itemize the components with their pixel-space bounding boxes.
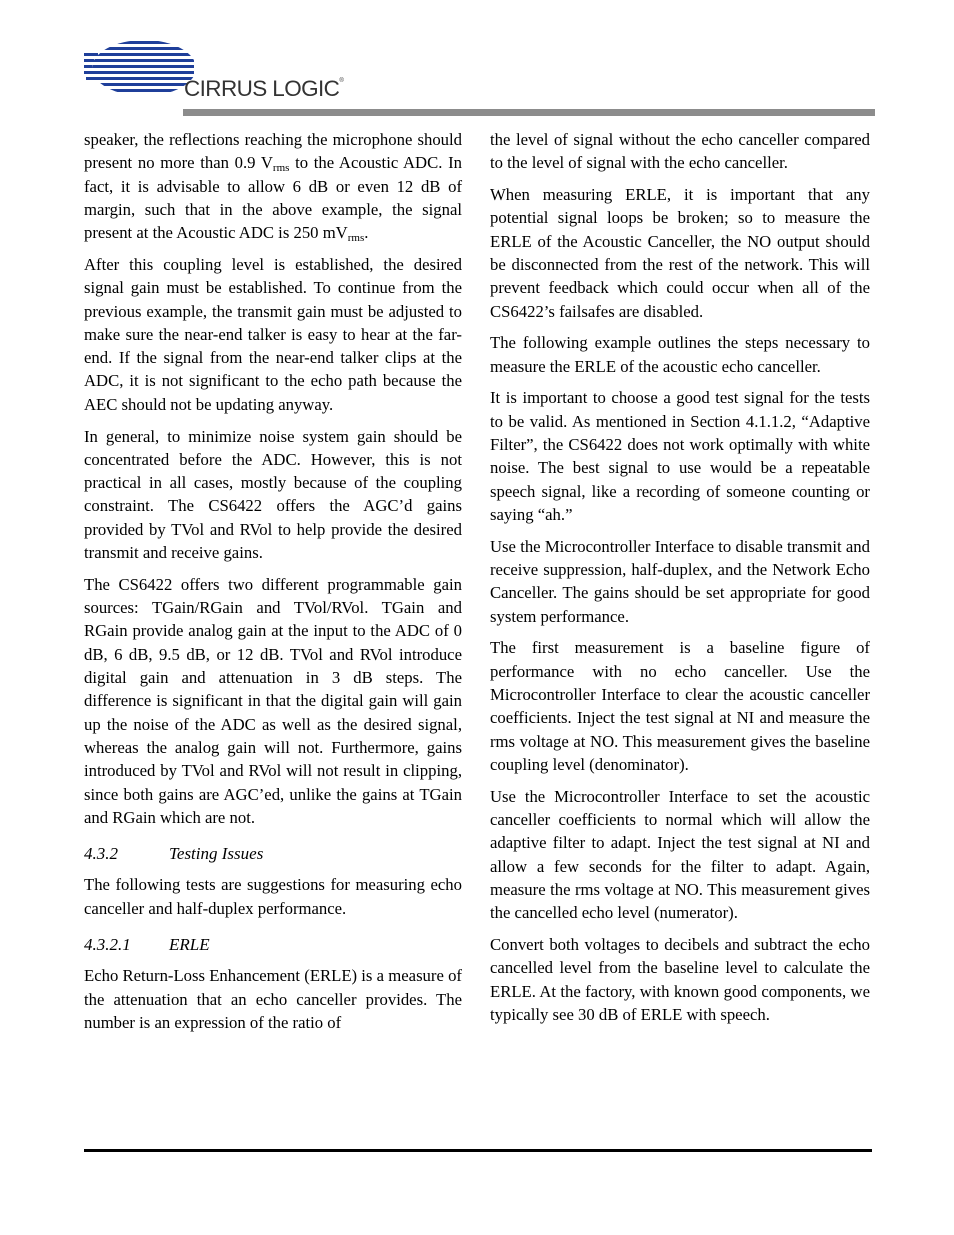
logo-swoosh-icon [84,38,194,104]
left-paragraph-3: In general, to minimize noise system gain should be concentrated before the ADC. However, this is not practical in all cases, mostly because of the coupling constraint. The CS6422 offers the AGC’d gains provided by TVol and RVol to help provide the desired transmit and receive gains. [84,426,462,563]
left-paragraph-1: speaker, the reflections reaching the microphone should present no more than 0.9 $V_{rms}$ to the Acoustic ADC. In fact, it is advisable to allow 6 dB or even 12 dB of margin, such that in the above example, the signal present at the Acoustic ADC is 250 $mV_{rms}$. [84,130,462,245]
section-heading-4-3-2: 4.3.2 Testing Issues [84,844,264,864]
right-paragraph-2: When measuring ERLE, it is important that any potential signal loops be broken; so to measure the ERLE of the Acoustic Canceller, the NO output should be disconnected from the rest of the network. This will prevent feedback which could occur when all of the CS6422’s failsafes are disabled. [490,185,870,321]
right-paragraph-7: Use the Microcontroller Interface to set the acoustic canceller coefficients to normal which will allow the adaptive filter to adapt. Inject the test signal at NI and allow a few seconds for the filter to adapt. Again, measure the rms voltage at NO. This measurement gives the cancelled echo level (numerator). [490,786,870,923]
right-paragraph-8: Convert both voltages to decibels and subtract the echo cancelled level from the baseline level to calculate the ERLE. At the factory, with known good components, we typically see 30 dB of ERLE with speech. [490,935,870,1024]
cirrus-logic-logo [84,38,374,104]
left-paragraph-5: The following tests are suggestions for measuring echo canceller and half-duplex performance. [84,875,462,918]
footer-rule [84,1149,872,1152]
right-column [490,128,870,1035]
right-paragraph-6: The first measurement is a baseline figure of performance with no echo canceller. Use the Microcontroller Interface to clear the acoustic canceller coefficients. Inject the test signal at NI and measure the rms voltage at NO. This measurement gives the baseline coupling level (denominator). [490,638,870,774]
right-paragraph-5: Use the Microcontroller Interface to disable transmit and receive suppression, half-duplex, and the Network Echo Canceller. The gains should be set appropriate for good system performance. [490,536,870,626]
left-column [84,128,462,1043]
right-paragraph-3: The following example outlines the steps necessary to measure the ERLE of the acoustic echo canceller. [490,333,870,376]
left-paragraph-6: Echo Return-Loss Enhancement (ERLE) is a measure of the attenuation that an echo canceller provides. The number is an expression of the ratio of [84,966,462,1032]
logo-wordmark: CIRRUS LOGIC® [184,76,344,101]
section-heading-4-3-2-1: 4.3.2.1 ERLE [84,935,210,954]
right-paragraph-4: It is important to choose a good test signal for the tests to be valid. As mentioned in Section 4.1.1.2, “Adaptive Filter”, the CS6422 does not work optimally with white noise. The best signal to use would be a repeatable speech signal, like a recording of someone counting or saying “ah.” [490,388,870,524]
right-paragraph-1: the level of signal without the echo canceller compared to the level of signal with the echo canceller. [490,130,870,173]
left-paragraph-4: The CS6422 offers two different programmable gain sources: TGain/RGain and TVol/RVol. TGain and RGain provide analog gain at the input to the ADC of 0 dB, 6 dB, 9.5 dB, or 12 dB. TVol and RVol introduce digital gain and attenuation in 3 dB steps. The difference is significant in that the digital gain will gain up the noise of the ADC as well as the desired signal, whereas the analog gain will not. Furthermore, gains introduced by TVol and RVol will not result in clipping, since both gains are AGC’ed, unlike the gains at TGain and RGain which are not. [84,574,462,827]
header-rule [183,109,875,116]
left-paragraph-2: After this coupling level is established, the desired signal gain must be established. To continue from the previous example, the transmit gain must be adjusted to make sure the near-end talker is easy to hear at the far-end. If the signal from the near-end talker clips at the ADC, it is not significant to the echo path because the AEC should not be updating anyway. [84,254,462,414]
